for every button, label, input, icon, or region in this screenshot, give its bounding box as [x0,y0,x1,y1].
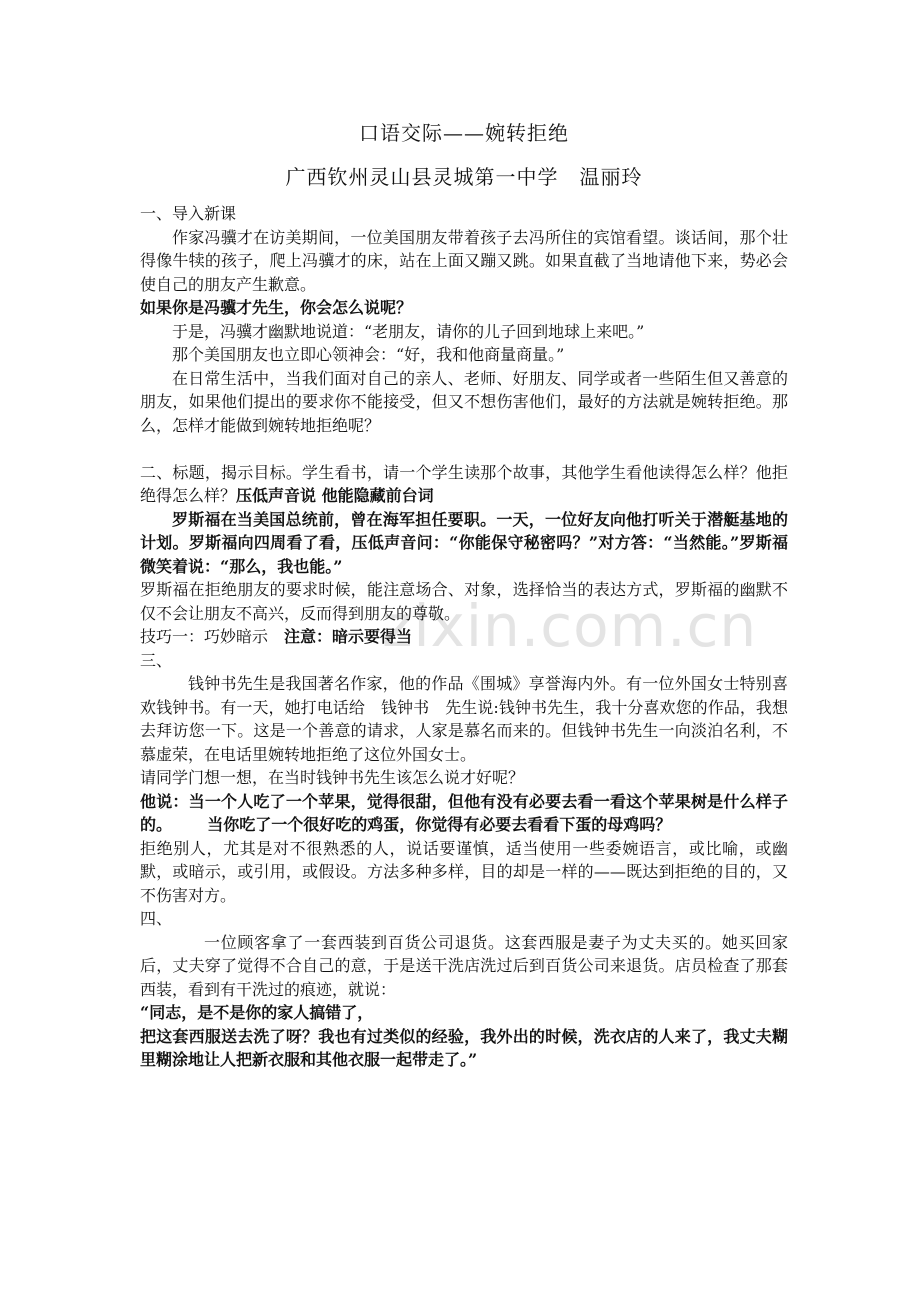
watermark: zixin.com.cn [382,592,758,660]
tip-label: 技巧一：巧妙暗示 [140,627,269,646]
section2-story: 罗斯福在当美国总统前，曾在海军担任要职。一天，一位好友向他打听关于潜艇基地的计划。罗斯福向四周看了看，压低声音问：“你能保守秘密吗？”对方答：“当然能。”罗斯福微笑着说：“那么，我也能。” [140,509,788,576]
section3-heading: 三、 [140,650,173,670]
section4-quote-2: 把这套西服送去洗了呀？我也有过类似的经验，我外出的时候，洗衣店的人来了，我丈夫糊里糊涂地让人把新衣服和其他衣服一起带走了。” [140,1026,788,1069]
section3-answer [140,790,788,837]
section2-intro-bold: 压低声音说 他能隐藏前台词 [236,486,434,505]
section1-paragraph-2: 于是，冯骥才幽默地说道：“老朋友，请你的儿子回到地球上来吧。” [172,321,645,341]
section1-question: 如果你是冯骥才先生，你会怎么说呢？ [140,298,413,317]
section2-intro [140,461,788,508]
section1-paragraph-4: 在日常生活中，当我们面对自己的亲人、老师、好朋友、同学或者一些陌生但又善意的朋友，如果他们提出的要求你不能接受，但又不想伤害他们，最好的方法就是婉转拒绝。那么，怎样才能做到婉转地拒绝呢？ [140,368,788,435]
section1-heading: 一、导入新课 [140,204,237,223]
section3-answer-a: 他说：当一个人吃了一个苹果，觉得很甜，但他有没有必要去看一看这个苹果树是什么样子的。 [140,791,788,834]
section4-quote-1: “同志，是不是你的家人搞错了， [140,1003,374,1022]
section3-answer-b: 当你吃了一个很好吃的鸡蛋，你觉得有必要去看看下蛋的母鸡吗？ [207,815,672,834]
author-line: 广西钦州灵山县灵城第一中学 温丽玲 [285,165,643,189]
section1-paragraph-1: 作家冯骥才在访美期间，一位美国朋友带着孩子去冯所住的宾馆看望。谈话间，那个壮得像牛犊的孩子，爬上冯骥才的床，站在上面又蹦又跳。如果直截了当地请他下来，势必会使自己的朋友产生歉意。 [140,227,788,294]
section3-question: 请同学门想一想，在当时钱钟书先生该怎么说才好呢？ [140,768,525,787]
section3-summary: 拒绝别人，尤其是对不很熟悉的人，说话要谨慎，适当使用一些委婉语言，或比喻，或幽默，或暗示，或引用，或假设。方法多种多样，目的却是一样的——既达到拒绝的目的，又不伤害对方。 [140,838,788,905]
section2-tip [140,625,788,649]
document-title: 口语交际——婉转拒绝 [359,121,569,145]
section2-analysis: 罗斯福在拒绝朋友的要求时候，能注意场合、对象，选择恰当的表达方式，罗斯福的幽默不仅不会让朋友不高兴，反而得到朋友的尊敬。 [140,580,788,623]
section3-story: 钱钟书先生是我国著名作家，他的作品《围城》享誉海内外。有一位外国女士特别喜欢钱钟书。有一天，她打电话给 钱钟书 先生说:钱钟书先生，我十分喜欢您的作品，我想去拜访您一下。这是一个善意的请求，人家是慕名而来的。但钱钟书先生一向淡泊名利，不慕虚荣，在电话里婉转地拒绝了这位外国女士。 [140,674,788,764]
section2-intro-text: 二、标题，揭示目标。学生看书，请一个学生读那个故事，其他学生看他读得怎么样？他拒绝得怎么样？ [140,462,788,505]
section4-heading: 四、 [140,909,173,928]
document-page [140,118,788,1072]
blank-line [140,437,788,461]
section4-story: 一位顾客拿了一套西装到百货公司退货。这套西服是妻子为丈夫买的。她买回家后，丈夫穿了觉得不合自己的意，于是送干洗店洗过后到百货公司来退货。店员检查了那套西装，看到有干洗过的痕迹，就说： [140,932,788,999]
tip-note: 注意：暗示要得当 [284,627,413,646]
section1-paragraph-3: 那个美国朋友也立即心领神会：“好，我和他商量商量。” [172,345,565,364]
